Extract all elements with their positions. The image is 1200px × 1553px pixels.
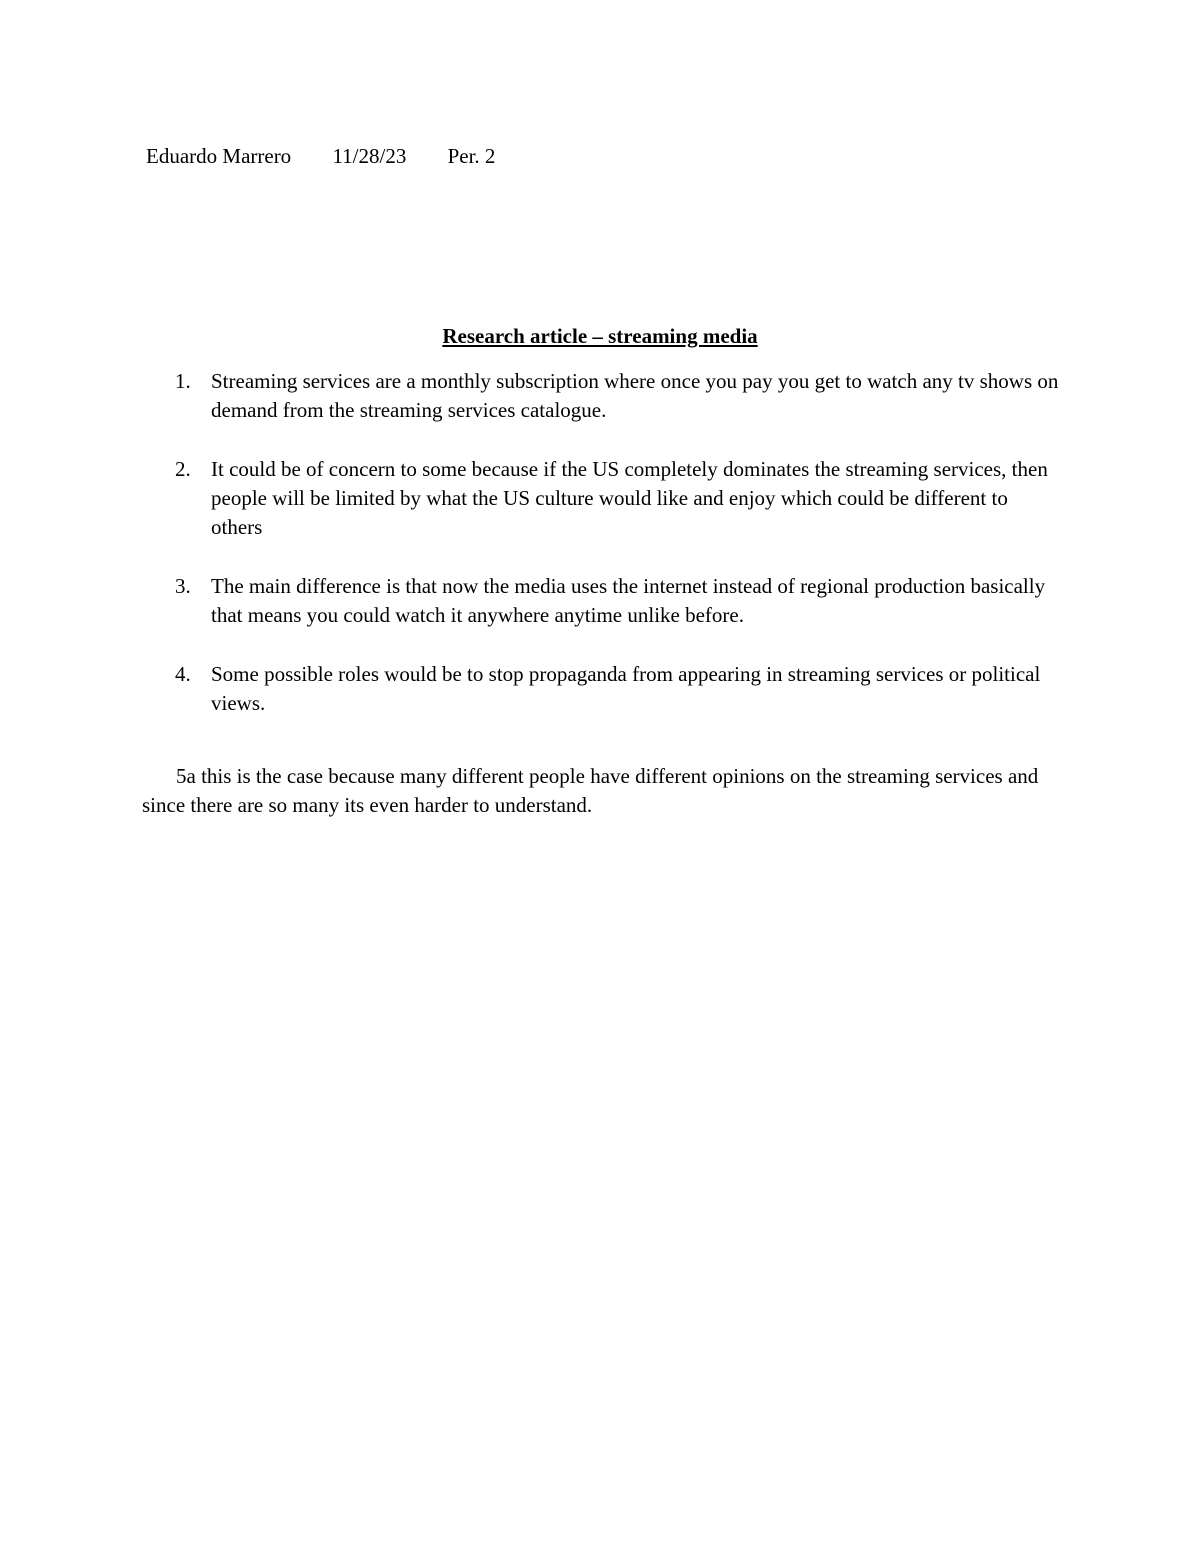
answer-list	[172, 367, 1072, 748]
student-header	[146, 142, 495, 170]
answer-number: 2.	[175, 457, 191, 481]
class-period: Per. 2	[447, 144, 496, 168]
answer-text: Streaming services are a monthly subscription where once you pay you get to watch any tv shows on demand from the streaming services catalogue.	[211, 369, 1059, 422]
document-title: Research article – streaming media	[442, 324, 758, 348]
answer-number: 1.	[175, 369, 191, 393]
answer-number: 3.	[175, 574, 191, 598]
followup-paragraph: 5a this is the case because many different people have different opinions on the streaming services and since there are so many its even harder to understand.	[142, 764, 1039, 817]
answer-text: It could be of concern to some because if the US completely dominates the streaming services, then people will be limited by what the US culture would like and enjoy which could be different to others	[211, 457, 1048, 539]
answer-text: Some possible roles would be to stop propaganda from appearing in streaming services or political views.	[211, 662, 1041, 715]
answer-text: The main difference is that now the media uses the internet instead of regional production basically that means you could watch it anywhere anytime unlike before.	[211, 574, 1046, 627]
answer-item-4	[172, 660, 1061, 718]
answer-item-2	[172, 455, 1061, 542]
answer-item-1	[172, 367, 1061, 425]
answer-item-3	[172, 572, 1061, 630]
answer-number: 4.	[175, 662, 191, 686]
student-name: Eduardo Marrero	[146, 144, 292, 168]
assignment-date: 11/28/23	[332, 144, 407, 168]
